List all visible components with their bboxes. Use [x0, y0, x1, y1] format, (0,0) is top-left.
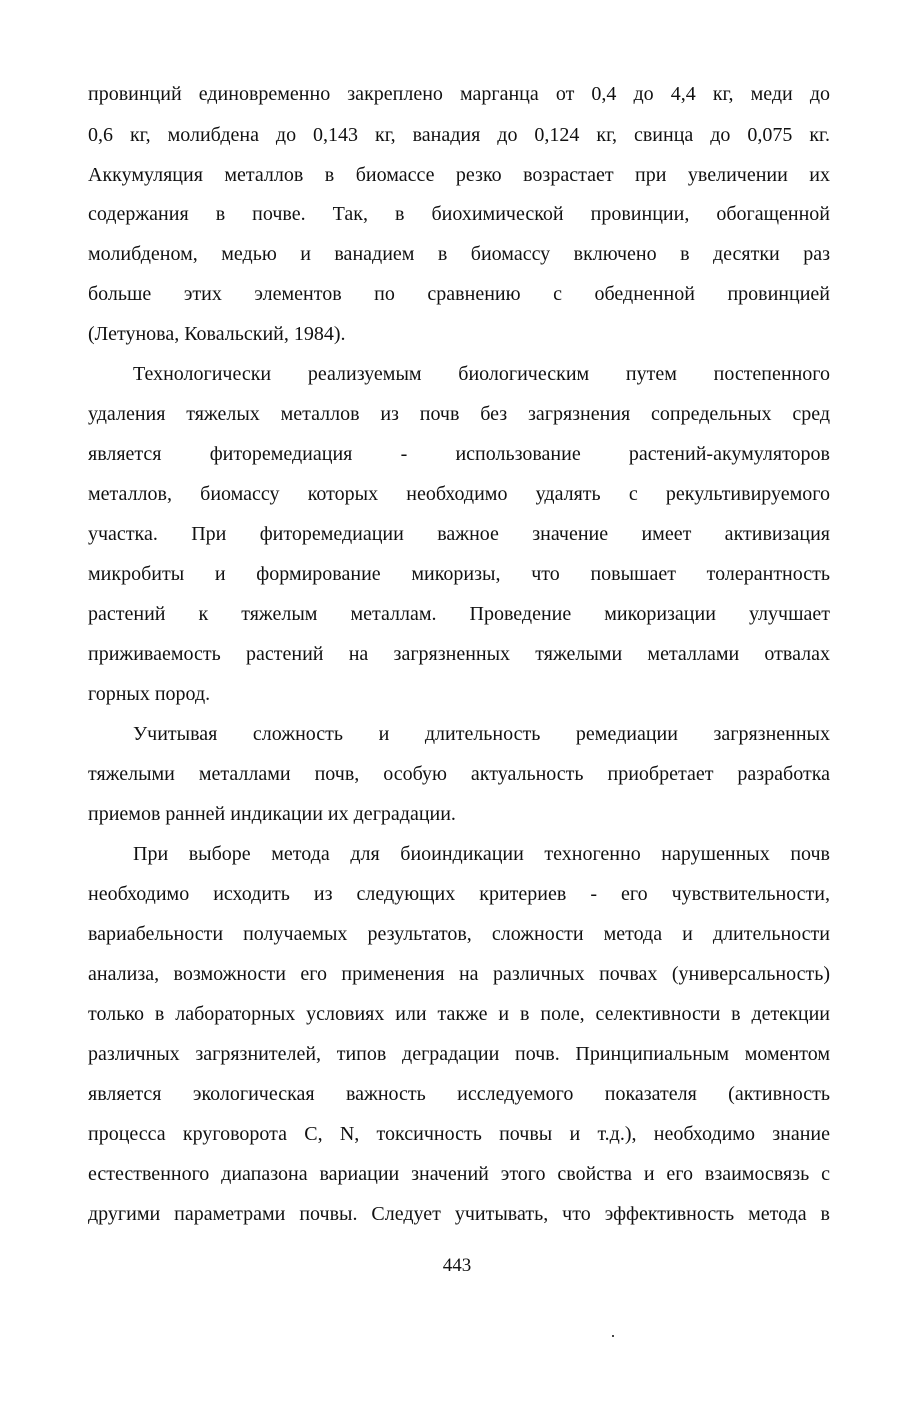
text-line: содержания в почве. Так, в биохимической провинции, обогащенной: [88, 203, 830, 225]
text-line: приживаемость растений на загрязненных тяжелыми металлами отвалах: [88, 643, 830, 665]
text-line: При выборе метода для биоиндикации техногенно нарушенных почв: [133, 843, 830, 865]
text-line: молибденом, медью и ванадием в биомассу включено в десятки раз: [88, 243, 830, 265]
text-line: процесса круговорота С, N, токсичность почвы и т.д.), необходимо знание: [88, 1123, 830, 1145]
text-line: вариабельности получаемых результатов, сложности метода и длительности: [88, 923, 830, 945]
text-line: металлов, биомассу которых необходимо удалять с рекультивируемого: [88, 483, 830, 505]
text-line: 0,6 кг, молибдена до 0,143 кг, ванадия до 0,124 кг, свинца до 0,075 кг.: [88, 124, 830, 146]
scan-speck: [612, 1335, 614, 1337]
text-line: провинций единовременно закреплено марганца от 0,4 до 4,4 кг, меди до: [88, 83, 830, 105]
text-line: горных пород.: [88, 683, 211, 705]
text-line: различных загрязнителей, типов деградации почв. Принципиальным моментом: [88, 1043, 830, 1065]
text-line: растений к тяжелым металлам. Проведение микоризации улучшает: [88, 603, 830, 625]
page-number: 443: [442, 1255, 472, 1276]
text-line: является фиторемедиация - использование растений-акумуляторов: [88, 443, 830, 465]
text-line: приемов ранней индикации их деградации.: [88, 803, 456, 825]
text-line: необходимо исходить из следующих критериев - его чувствительности,: [88, 883, 830, 905]
text-line: только в лабораторных условиях или также и в поле, селективности в детекции: [88, 1003, 830, 1025]
text-line: микробиты и формирование микоризы, что повышает толерантность: [88, 563, 830, 585]
text-line: Технологически реализуемым биологическим путем постепенного: [133, 363, 830, 385]
text-line: удаления тяжелых металлов из почв без загрязнения сопредельных сред: [88, 403, 830, 425]
text-line: (Летунова, Ковальский, 1984).: [88, 323, 346, 345]
text-line: Учитывая сложность и длительность ремедиации загрязненных: [133, 723, 830, 745]
text-line: является экологическая важность исследуемого показателя (активность: [88, 1083, 830, 1105]
text-line: анализа, возможности его применения на различных почвах (универсальность): [88, 963, 830, 985]
text-line: естественного диапазона вариации значений этого свойства и его взаимосвязь с: [88, 1163, 830, 1185]
text-line: Аккумуляция металлов в биомассе резко возрастает при увеличении их: [88, 164, 830, 186]
text-line: тяжелыми металлами почв, особую актуальность приобретает разработка: [88, 763, 830, 785]
text-line: больше этих элементов по сравнению с обедненной провинцией: [88, 283, 830, 305]
text-line: участка. При фиторемедиации важное значение имеет активизация: [88, 523, 830, 545]
text-line: другими параметрами почвы. Следует учитывать, что эффективность метода в: [88, 1203, 830, 1225]
